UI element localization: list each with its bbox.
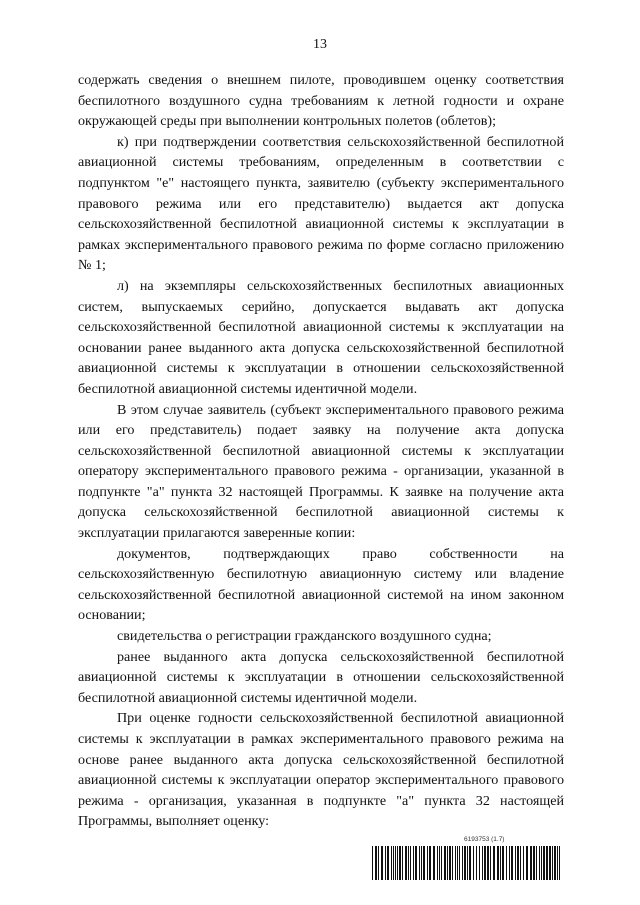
paragraph: к) при подтверждении соответствия сельскохозяйственной беспилотной авиационной системы требованиям, определенным в соответствии с подпунктом "е" настоящего пункта, заявителю (субъекту экспериментального правового режима или его представителю) выдается акт допуска сельскохозяйственной беспилотной авиационной системы к эксплуатации в рамках экспериментального правового режима по форме согласно приложению № 1; bbox=[78, 133, 564, 274]
paragraph: л) на экземпляры сельскохозяйственных беспилотных авиационных систем, выпускаемых серийно, допускается выдавать акт допуска сельскохозяйственной беспилотной авиационной системы к эксплуатации на основании ранее выданного акта допуска сельскохозяйственной беспилотной авиационной системы к эксплуатации в отношении сельскохозяйственной беспилотной авиационной системы идентичной модели. bbox=[78, 277, 564, 397]
paragraph: В этом случае заявитель (субъект экспериментального правового режима или его представитель) подает заявку на получение акта допуска сельскохозяйственной беспилотной авиационной системы к эксплуатации оператору экспериментального правового режима - организации, указанной в подпункте "а" пункта 32 настоящей Программы. К заявке на получение акта допуска сельскохозяйственной беспилотной авиационной системы к эксплуатации прилагаются заверенные копии: bbox=[78, 401, 564, 542]
paragraph: ранее выданного акта допуска сельскохозяйственной беспилотной авиационной системы к эксплуатации в отношении сельскохозяйственной беспилотной авиационной системы идентичной модели. bbox=[78, 648, 564, 706]
paragraph: При оценке годности сельскохозяйственной беспилотной авиационной системы к эксплуатации в рамках экспериментального правового режима на основе ранее выданного акта допуска сельскохозяйственной беспилотной авиационной системы к эксплуатации оператор экспериментального правового режима - организация, указанная в подпункте "а" пункта 32 настоящей Программы, выполняет оценку: bbox=[78, 710, 564, 830]
document-footer bbox=[372, 836, 562, 882]
paragraph: документов, подтверждающих право собственности на сельскохозяйственную беспилотную авиационную систему или владение сельскохозяйственной беспилотной авиационной системой на ином законном основании; bbox=[78, 545, 564, 624]
paragraph: содержать сведения о внешнем пилоте, проводившем оценку соответствия беспилотного воздушного судна требованиям к летной годности и охране окружающей среды при выполнении контрольных полетов (облетов); bbox=[78, 72, 564, 130]
barcode-icon bbox=[372, 846, 562, 880]
document-body bbox=[78, 70, 564, 832]
paragraph: свидетельства о регистрации гражданского воздушного судна; bbox=[117, 628, 492, 645]
document-code: 6193753 (1.7) bbox=[464, 836, 505, 843]
page-number: 13 bbox=[313, 37, 327, 52]
